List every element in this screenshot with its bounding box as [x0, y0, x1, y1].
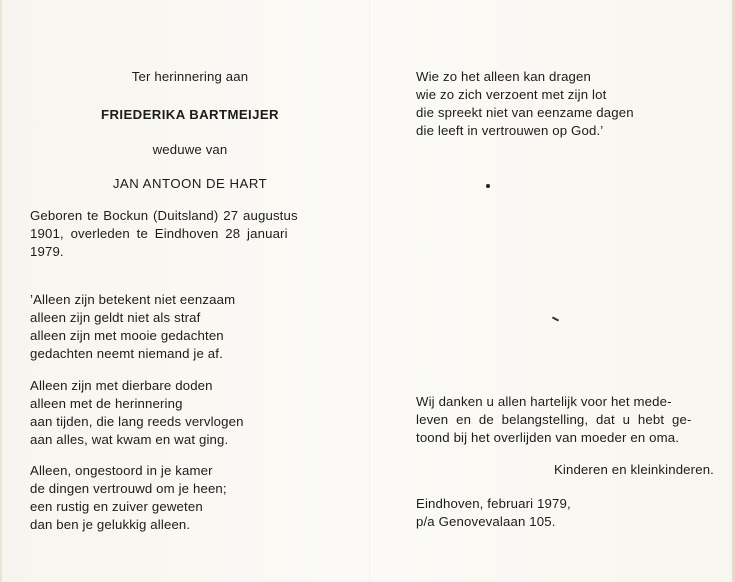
ink-speck-icon	[486, 184, 490, 188]
thanks-paragraph	[416, 393, 714, 447]
poem-stanza-1	[30, 291, 330, 363]
verse-line: Wie zo het alleen kan dragen	[416, 69, 592, 84]
bio-line: Geboren te Bockun (Duitsland) 27 augustus	[30, 208, 298, 223]
signature-text: Kinderen en kleinkinderen.	[553, 462, 714, 477]
poem-line: aan alles, wat kwam en wat ging.	[30, 432, 229, 447]
bio-line: 1901, overleden te Eindhoven 28 januari	[30, 226, 288, 241]
verse-line: die spreekt niet van eenzame dagen	[416, 105, 634, 120]
poem-line: alleen zijn met mooie gedachten	[30, 328, 224, 343]
poem-stanza-3	[30, 462, 330, 534]
spouse-name: JAN ANTOON DE HART	[112, 176, 268, 191]
verse-stanza	[416, 68, 716, 140]
place-date-text: Eindhoven, februari 1979,	[416, 496, 571, 511]
poem-line: de dingen vertrouwd om je heen;	[30, 481, 227, 496]
verse-line: wie zo zich verzoent met zijn lot	[416, 87, 607, 102]
closing-block	[416, 495, 716, 531]
thanks-line: Wij danken u allen hartelijk voor het mede-	[416, 394, 672, 409]
poem-line: Alleen, ongestoord in je kamer	[30, 463, 213, 478]
thanks-line: leven en de belangstelling, dat u hebt ge-	[416, 412, 692, 427]
address-text: p/a Genovevalaan 105.	[416, 514, 556, 529]
deceased-name: FRIEDERIKA BARTMEIJER	[101, 107, 279, 122]
intro-text: Ter herinnering aan	[131, 69, 249, 84]
poem-line: gedachten neemt niemand je af.	[30, 346, 223, 361]
poem-line: alleen met de herinnering	[30, 396, 183, 411]
ink-mark-icon	[552, 316, 559, 321]
bio-line: 1979.	[30, 244, 64, 259]
poem-stanza-2	[30, 377, 330, 449]
poem-line: alleen zijn geldt niet als straf	[30, 310, 201, 325]
verse-line: die leeft in vertrouwen op God.’	[416, 123, 604, 138]
poem-line: dan ben je gelukkig alleen.	[30, 517, 191, 532]
thanks-line: toond bij het overlijden van moeder en oma.	[416, 430, 680, 445]
card-fold	[369, 0, 370, 582]
widow-of-text: weduwe van	[152, 142, 228, 157]
poem-line: aan tijden, die lang reeds vervlogen	[30, 414, 244, 429]
poem-line: Alleen zijn met dierbare doden	[30, 378, 213, 393]
poem-line: ’Alleen zijn betekent niet eenzaam	[30, 292, 236, 307]
bio-paragraph	[30, 207, 328, 261]
poem-line: een rustig en zuiver geweten	[30, 499, 203, 514]
